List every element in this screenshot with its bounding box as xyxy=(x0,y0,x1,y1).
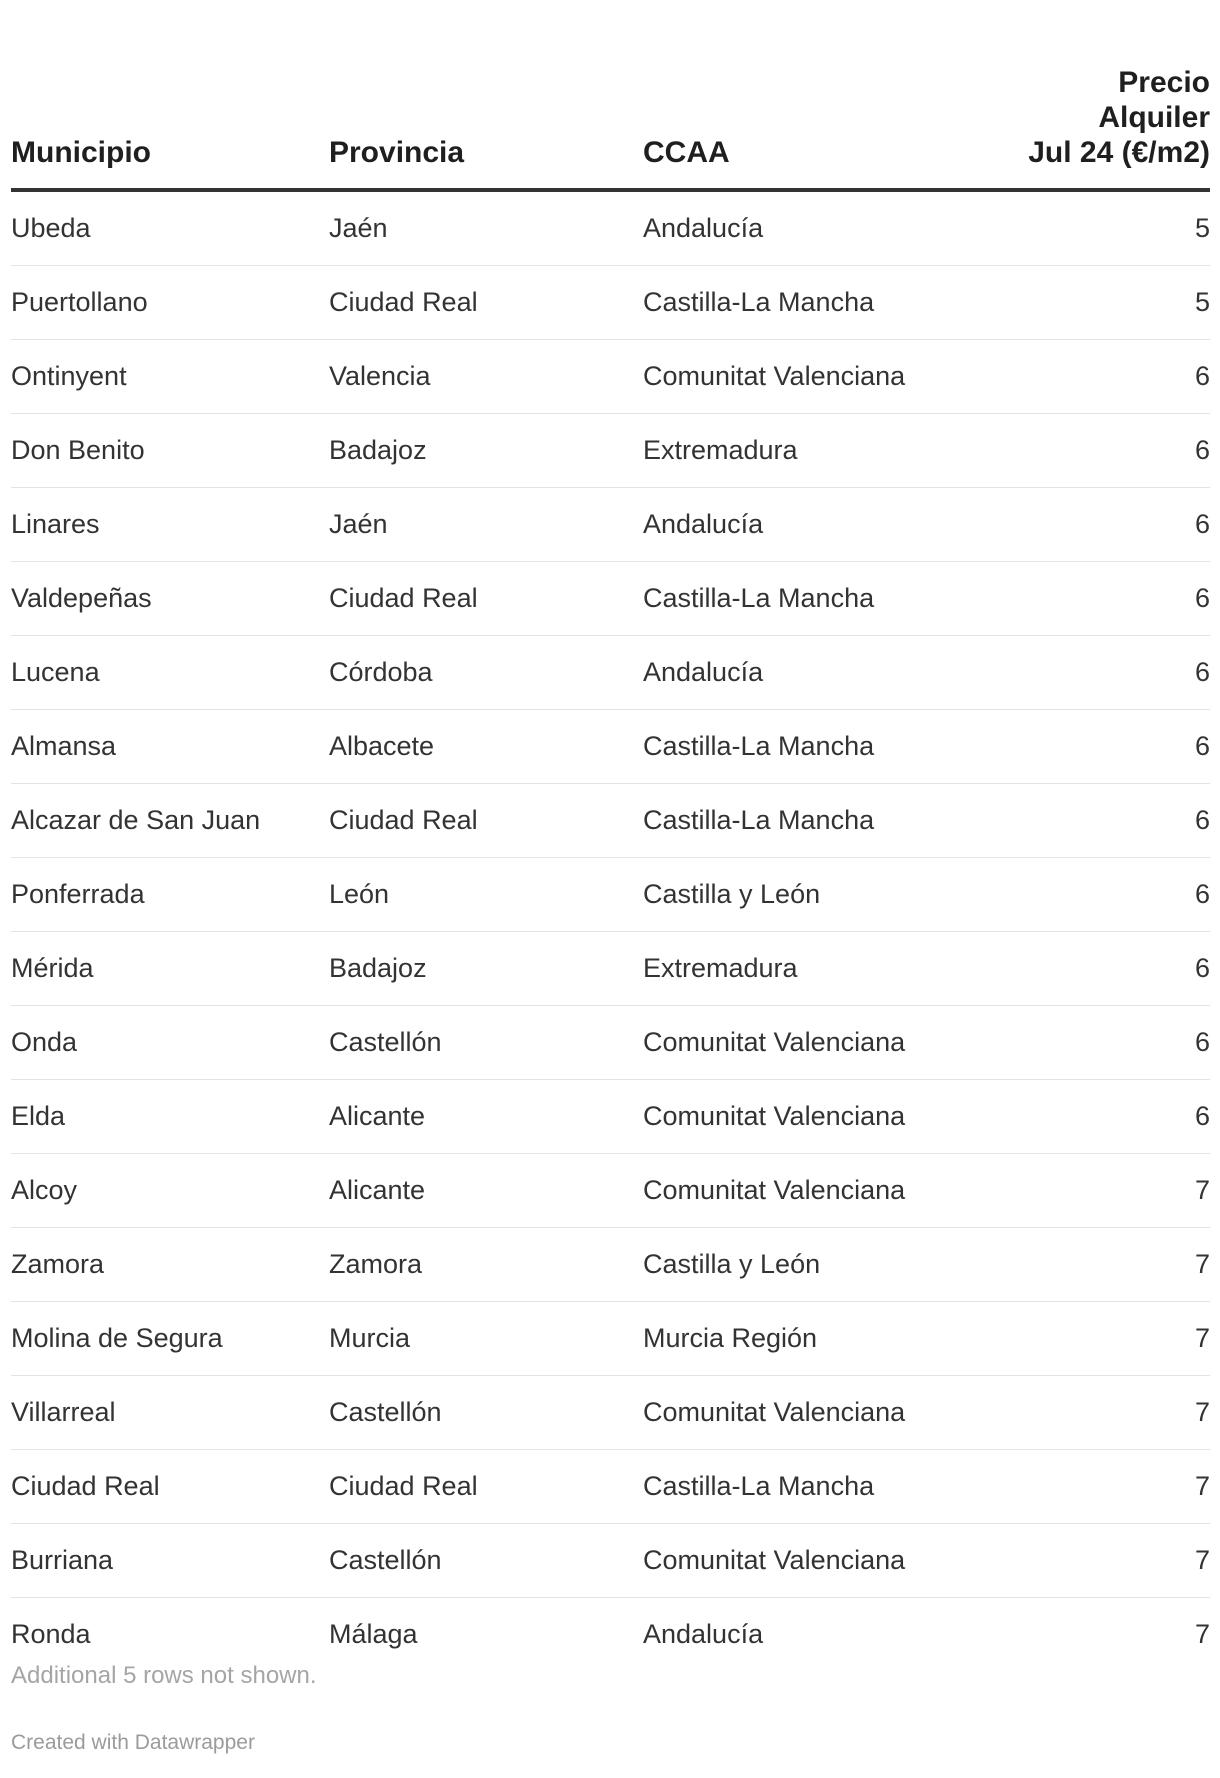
table-row xyxy=(11,636,1210,710)
cell-ccaa: Andalucía xyxy=(643,190,1023,266)
cell-precio: 6 xyxy=(1023,858,1210,932)
cell-precio: 6 xyxy=(1023,1080,1210,1154)
table-row xyxy=(11,414,1210,488)
cell-precio: 6 xyxy=(1023,488,1210,562)
table-header xyxy=(11,0,1210,190)
cell-ccaa: Murcia Región xyxy=(643,1302,1023,1376)
table-row xyxy=(11,784,1210,858)
cell-precio: 7 xyxy=(1023,1376,1210,1450)
cell-precio: 6 xyxy=(1023,340,1210,414)
cell-ccaa: Extremadura xyxy=(643,932,1023,1006)
cell-provincia: Málaga xyxy=(329,1619,418,1649)
cell-municipio: Burriana xyxy=(11,1524,329,1598)
cell-ccaa: Comunitat Valenciana xyxy=(643,1006,1023,1080)
table-notes: Additional 5 rows not shown. xyxy=(11,1662,317,1689)
cell-ccaa: Castilla-La Mancha xyxy=(643,266,1023,340)
cell-provincia: Castellón xyxy=(329,1524,643,1598)
table-row xyxy=(11,1450,1210,1524)
cell-ccaa: Extremadura xyxy=(643,414,1023,488)
cell-municipio: Ponferrada xyxy=(11,858,329,932)
cell-precio: 6 xyxy=(1023,636,1210,710)
cell-precio: 6 xyxy=(1023,932,1210,1006)
header-precio-line2: Alquiler xyxy=(1098,101,1210,134)
cell-provincia: Ciudad Real xyxy=(329,562,643,636)
cell-precio: 6 xyxy=(1023,414,1210,488)
table-row xyxy=(11,1376,1210,1450)
cell-precio: 6 xyxy=(1023,784,1210,858)
cell-ccaa: Comunitat Valenciana xyxy=(643,1154,1023,1228)
cell-precio: 7 xyxy=(1023,1302,1210,1376)
cell-ccaa: Andalucía xyxy=(643,636,1023,710)
cell-municipio: Molina de Segura xyxy=(11,1302,329,1376)
cell-ccaa: Comunitat Valenciana xyxy=(643,340,1023,414)
cell-precio: 7 xyxy=(1194,1619,1210,1649)
table-row xyxy=(11,1080,1210,1154)
header-precio[interactable] xyxy=(1023,0,1210,190)
table-row xyxy=(11,1302,1210,1376)
table-row xyxy=(11,562,1210,636)
table-row xyxy=(11,710,1210,784)
cell-municipio: Alcoy xyxy=(11,1154,329,1228)
cell-provincia: León xyxy=(329,858,643,932)
cell-municipio: Alcazar de San Juan xyxy=(11,784,329,858)
cell-ccaa: Andalucía xyxy=(643,488,1023,562)
table-row xyxy=(11,858,1210,932)
cell-municipio: Almansa xyxy=(11,710,329,784)
cell-municipio: Ronda xyxy=(11,1619,91,1649)
cell-provincia: Alicante xyxy=(329,1154,643,1228)
cell-provincia: Alicante xyxy=(329,1080,643,1154)
cell-provincia: Zamora xyxy=(329,1228,643,1302)
cell-precio: 6 xyxy=(1023,710,1210,784)
cell-municipio: Ontinyent xyxy=(11,340,329,414)
header-row xyxy=(11,0,1210,190)
cell-provincia: Badajoz xyxy=(329,414,643,488)
cell-municipio: Puertollano xyxy=(11,266,329,340)
cell-ccaa: Castilla-La Mancha xyxy=(643,710,1023,784)
cell-municipio: Linares xyxy=(11,488,329,562)
cell-provincia: Ciudad Real xyxy=(329,784,643,858)
cell-ccaa: Castilla-La Mancha xyxy=(643,562,1023,636)
table-row xyxy=(11,488,1210,562)
cell-provincia: Jaén xyxy=(329,190,643,266)
table-row xyxy=(11,1006,1210,1080)
cell-provincia: Córdoba xyxy=(329,636,643,710)
table-row xyxy=(11,1524,1210,1598)
header-precio-line3: Jul 24 (€/m2) xyxy=(1028,136,1210,169)
cell-precio: 5 xyxy=(1023,266,1210,340)
header-municipio[interactable]: Municipio xyxy=(11,0,329,190)
cell-ccaa: Castilla y León xyxy=(643,858,1023,932)
header-precio-line1: Precio xyxy=(1118,66,1210,99)
cell-municipio: Don Benito xyxy=(11,414,329,488)
cell-provincia: Castellón xyxy=(329,1006,643,1080)
cell-provincia: Albacete xyxy=(329,710,643,784)
cell-precio: 7 xyxy=(1023,1450,1210,1524)
table-row xyxy=(11,266,1210,340)
cell-precio: 6 xyxy=(1023,562,1210,636)
cell-municipio: Elda xyxy=(11,1080,329,1154)
cell-municipio: Ciudad Real xyxy=(11,1450,329,1524)
cell-provincia: Castellón xyxy=(329,1376,643,1450)
cell-provincia: Ciudad Real xyxy=(329,266,643,340)
rent-price-table xyxy=(11,0,1210,1671)
cell-municipio: Ubeda xyxy=(11,190,329,266)
cell-ccaa: Comunitat Valenciana xyxy=(643,1524,1023,1598)
header-ccaa[interactable]: CCAA xyxy=(643,0,1023,190)
data-table-container xyxy=(11,0,1210,1671)
cell-provincia: Ciudad Real xyxy=(329,1450,643,1524)
cell-municipio: Zamora xyxy=(11,1228,329,1302)
table-body xyxy=(11,190,1210,1671)
cell-precio: 7 xyxy=(1023,1524,1210,1598)
cell-provincia: Murcia xyxy=(329,1302,643,1376)
cell-precio: 5 xyxy=(1023,190,1210,266)
header-provincia[interactable]: Provincia xyxy=(329,0,643,190)
table-row xyxy=(11,1598,1210,1672)
datawrapper-credit[interactable]: Created with Datawrapper xyxy=(11,1731,255,1754)
table-row xyxy=(11,190,1210,266)
cell-municipio: Mérida xyxy=(11,932,329,1006)
cell-precio: 7 xyxy=(1023,1228,1210,1302)
cell-ccaa: Andalucía xyxy=(643,1619,764,1649)
cell-ccaa: Castilla-La Mancha xyxy=(643,784,1023,858)
cell-ccaa: Comunitat Valenciana xyxy=(643,1080,1023,1154)
cell-ccaa: Castilla-La Mancha xyxy=(643,1450,1023,1524)
cell-ccaa: Castilla y León xyxy=(643,1228,1023,1302)
table-row xyxy=(11,1154,1210,1228)
table-row xyxy=(11,932,1210,1006)
cell-precio: 7 xyxy=(1023,1154,1210,1228)
cell-provincia: Jaén xyxy=(329,488,643,562)
table-row xyxy=(11,1228,1210,1302)
cell-ccaa: Comunitat Valenciana xyxy=(643,1376,1023,1450)
cell-municipio: Lucena xyxy=(11,636,329,710)
cell-provincia: Badajoz xyxy=(329,932,643,1006)
cell-precio: 6 xyxy=(1023,1006,1210,1080)
table-row xyxy=(11,340,1210,414)
cell-provincia: Valencia xyxy=(329,340,643,414)
cell-municipio: Villarreal xyxy=(11,1376,329,1450)
cell-municipio: Onda xyxy=(11,1006,329,1080)
cell-municipio: Valdepeñas xyxy=(11,562,329,636)
